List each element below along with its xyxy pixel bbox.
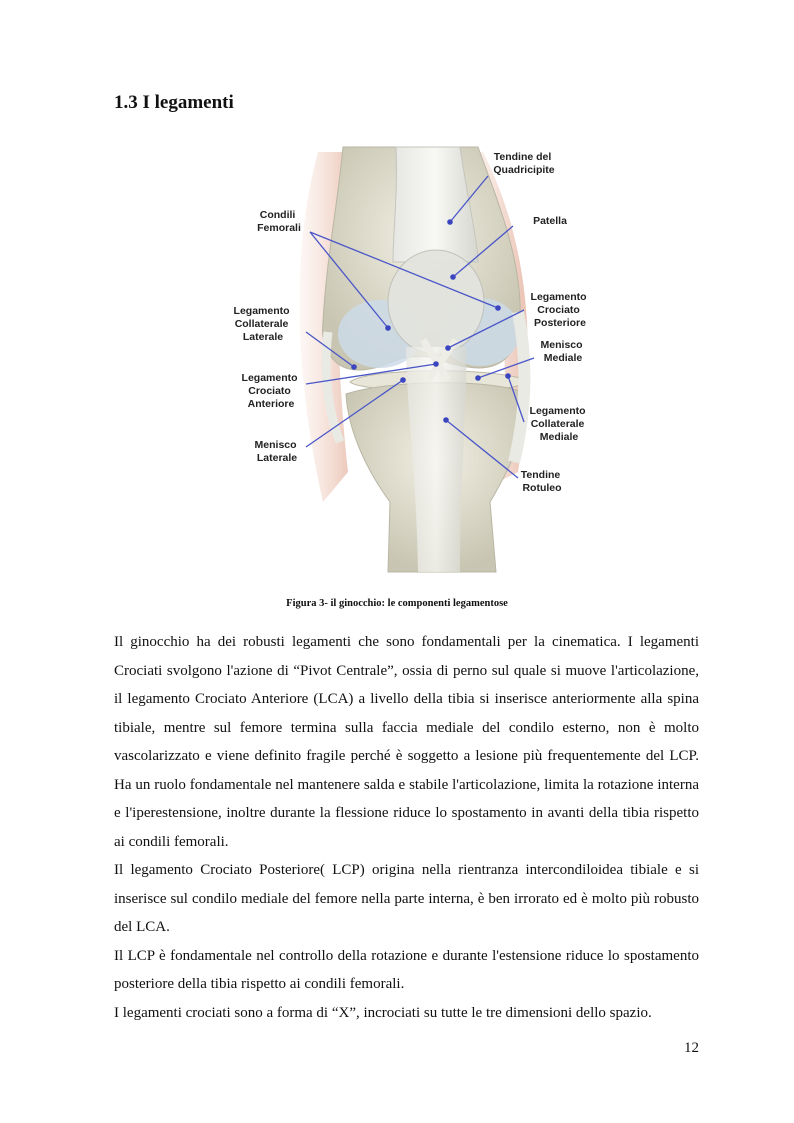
label-tendine-quadricipite: Tendine del Quadricipite [493, 151, 555, 176]
figure-caption: Figura 3- il ginocchio: le componenti legamentose [286, 598, 508, 609]
page-number: 12 [684, 1040, 699, 1056]
knee-figure [228, 142, 602, 576]
label-legamento-crociato-anteriore: Legamento Crociato Anteriore [241, 372, 298, 410]
body-text [114, 628, 699, 1027]
label-patella: Patella [533, 215, 567, 227]
patella-shape [388, 250, 484, 354]
label-condili-femorali: Condili Femorali [257, 209, 301, 234]
label-legamento-crociato-posteriore: Legamento Crociato Posteriore [530, 291, 587, 329]
paragraph: I legamenti crociati sono a forma di “X”, incrociati su tutte le tre dimensioni dello spazio. [114, 1004, 652, 1021]
paragraph: Il ginocchio ha dei robusti legamenti che sono fondamentali per la cinematica. I legamenti Crociati svolgono l'azione di “Pivot Centrale”, ossia di perno sul quale si muove l'articolazione, il legamento Crociato Anteriore (LCA) a livello della tibia si inserisce anteriormente alla spina tibiale, mentre sul femore termina sulla faccia mediale del condilo esterno, non è molto vascolarizzato e viene definito fragile perché è soggetto a lesione più frequentemente del LCP. Ha un ruolo fondamentale nel mantenere salda e stabile l'articolazione, limita la rotazione interna e l'iperestensione, inoltre durante la flessione riduce lo spostamento in avanti della tibia rispetto ai condili femorali. [114, 634, 699, 850]
paragraph: Il LCP è fondamentale nel controllo della rotazione e durante l'estensione riduce lo spostamento posteriore della tibia rispetto ai condili femorali. [114, 947, 699, 992]
paragraph: Il legamento Crociato Posteriore( LCP) origina nella rientranza intercondiloidea tibiale e si inserisce sul condilo mediale del femore nella parte interna, è ben irrorato ed è molto più robusto del LCA. [114, 862, 699, 935]
label-menisco-laterale: Menisco Laterale [254, 439, 298, 464]
label-legamento-collaterale-mediale: Legamento Collaterale Mediale [529, 405, 586, 443]
label-legamento-collaterale-laterale: Legamento Collaterale Laterale [233, 305, 290, 343]
knee-anatomy-illustration [228, 142, 602, 576]
section-title: 1.3 I legamenti [114, 92, 234, 113]
label-tendine-rotuleo: Tendine Rotuleo [520, 469, 562, 494]
label-menisco-mediale: Menisco Mediale [540, 339, 583, 364]
